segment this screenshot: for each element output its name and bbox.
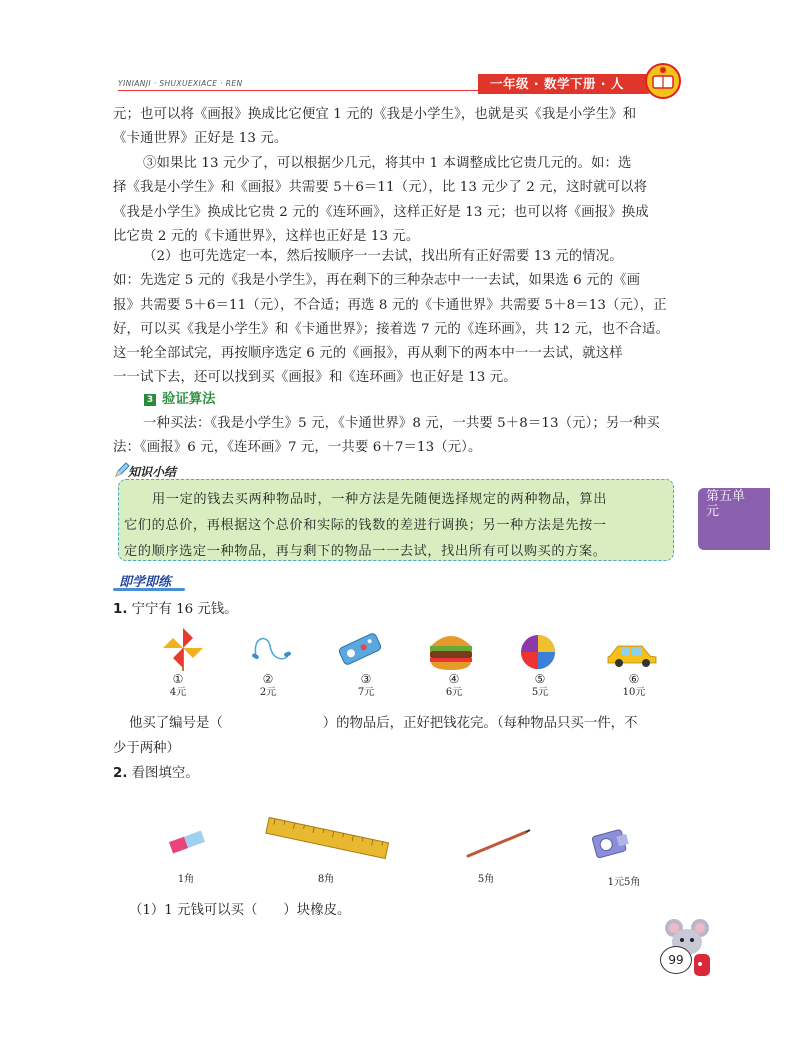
text-line: 它们的总价，再根据这个总价和实际的钱数的差进行调换；另一种方法是先按一 <box>124 518 607 533</box>
paragraph-1 <box>113 103 683 152</box>
question-number: 2. <box>113 766 128 781</box>
unit-side-label: 第五单元 <box>706 489 746 519</box>
header-code: YINIANJI · SHUXUEXIACE · REN <box>118 79 243 88</box>
item-number: ① <box>172 672 184 686</box>
text-line: 法：《画报》6 元，《连环画》7 元，一共要 6＋7＝13（元）。 <box>113 440 482 456</box>
item-number: ② <box>262 672 274 686</box>
ball-icon <box>518 632 558 672</box>
pinwheel-icon <box>160 624 206 672</box>
book-logo-icon <box>644 62 682 100</box>
item-number: ③ <box>360 672 372 686</box>
item-price: 6元 <box>445 687 463 698</box>
question-2-sub1 <box>129 899 350 918</box>
text-line: 报》共需要 5＋6＝11（元），不合适；再选 8 元的《卡通世界》共需要 5＋8＝13（元），正 <box>113 297 667 313</box>
item-price: 5元 <box>531 687 549 698</box>
item-price: 8角 <box>317 874 335 885</box>
question-text: 宁宁有 16 元钱。 <box>131 602 238 617</box>
paragraph-2 <box>113 152 683 249</box>
item-number: ⑥ <box>628 672 640 686</box>
item-price: 7元 <box>357 687 375 698</box>
sub-question-prefix: （1）1 元钱可以买（ <box>129 903 258 918</box>
question-number: 1. <box>113 602 128 617</box>
item-label <box>510 672 570 700</box>
text-line: 《我是小学生》换成比它贵 2 元的《连环画》，这样正好是 13 元；也可以将《画报》换成 <box>113 204 649 220</box>
paragraph-3 <box>113 245 683 391</box>
item-price: 5角 <box>477 874 495 885</box>
answer-prefix: 他买了编号是（ <box>129 716 223 731</box>
text-line: 择《我是小学生》和《画报》共需要 5＋6＝11（元），比 13 元少了 2 元，这时就可以将 <box>113 180 648 196</box>
text-line: 比它贵 2 元的《卡通世界》，这样也正好是 13 元。 <box>113 228 420 244</box>
question-2 <box>113 762 199 781</box>
text-line: ③如果比 13 元少了，可以根据少几元，将其中 1 本调整成比它贵几元的。如：选 <box>143 156 632 171</box>
answer-suffix: ）的物品后，正好把钱花完。（每种物品只买一件，不 <box>322 716 638 731</box>
text-line: 定的顺序选定一种物品，再与剩下的物品一一去试，找出所有可以购买的方案。 <box>124 544 607 559</box>
sub-question-suffix: ）块橡皮。 <box>283 903 351 918</box>
item-label <box>336 672 396 700</box>
item-price: 1角 <box>177 874 195 885</box>
ruler-icon <box>262 814 392 864</box>
text-line: 元；也可以将《画报》换成比它便宜 1 元的《我是小学生》，也就是买《我是小学生》和 <box>113 107 637 122</box>
item-price: 4元 <box>169 687 187 698</box>
section-heading-verify <box>144 388 216 407</box>
question-text: 看图填空。 <box>131 766 199 781</box>
text-line: 这一轮全部试完，再按顺序选定 6 元的《画报》，再从剩下的两本中一一去试，就这样 <box>113 346 623 362</box>
eraser-icon <box>166 826 208 858</box>
summary-label: 知识小结 <box>128 465 177 479</box>
pencil-icon <box>464 828 532 860</box>
text-line: （2）也可先选定一本，然后按顺序一一去试，找出所有正好需要 13 元的情况。 <box>143 249 623 264</box>
practice-title: 即学即练 <box>119 575 172 590</box>
jump-rope-icon <box>248 632 294 664</box>
sharpener-icon <box>588 822 636 864</box>
item-price: 1元5角 <box>607 877 641 888</box>
text-line: 好，可以买《我是小学生》和《卡通世界》；接着选 7 元的《连环画》，共 12 元，也不合适。 <box>113 321 670 337</box>
item-number: ④ <box>448 672 460 686</box>
page-number: 99 <box>660 946 692 974</box>
question-1-answer <box>129 712 637 731</box>
text-line: 用一定的钱去买两种物品时，一种方法是先随便选择规定的两种物品，算出 <box>152 492 607 507</box>
text-line: 如：先选定 5 元的《我是小学生》，再在剩下的三种杂志中一一去试，如果选 6 元的《画 <box>113 273 641 289</box>
text-line: 一一试下去，还可以找到买《画报》和《连环画》也正好是 13 元。 <box>113 370 517 386</box>
pencil-case-icon <box>336 628 384 670</box>
item-label <box>424 672 484 700</box>
text-line: 一种买法：《我是小学生》5 元，《卡通世界》8 元，一共要 5＋8＝13（元）；另一种买 <box>143 416 660 431</box>
item-label <box>238 672 298 700</box>
item-number: ⑤ <box>534 672 546 686</box>
item-price: 10元 <box>622 687 646 698</box>
toy-car-icon <box>604 640 660 668</box>
hamburger-icon <box>426 628 476 672</box>
section-title: 验证算法 <box>162 392 216 407</box>
item-label <box>604 672 664 700</box>
section-number-badge: 3 <box>144 394 156 406</box>
item-price: 2元 <box>259 687 277 698</box>
question-1 <box>113 598 238 617</box>
summary-text <box>124 487 668 565</box>
answer-continued: 少于两种） <box>113 741 180 756</box>
paragraph-verify <box>113 412 683 461</box>
text-line: 《卡通世界》正好是 13 元。 <box>113 131 288 147</box>
item-label <box>148 672 208 700</box>
header-title: 一年级 · 数学下册 · 人 <box>490 76 624 91</box>
